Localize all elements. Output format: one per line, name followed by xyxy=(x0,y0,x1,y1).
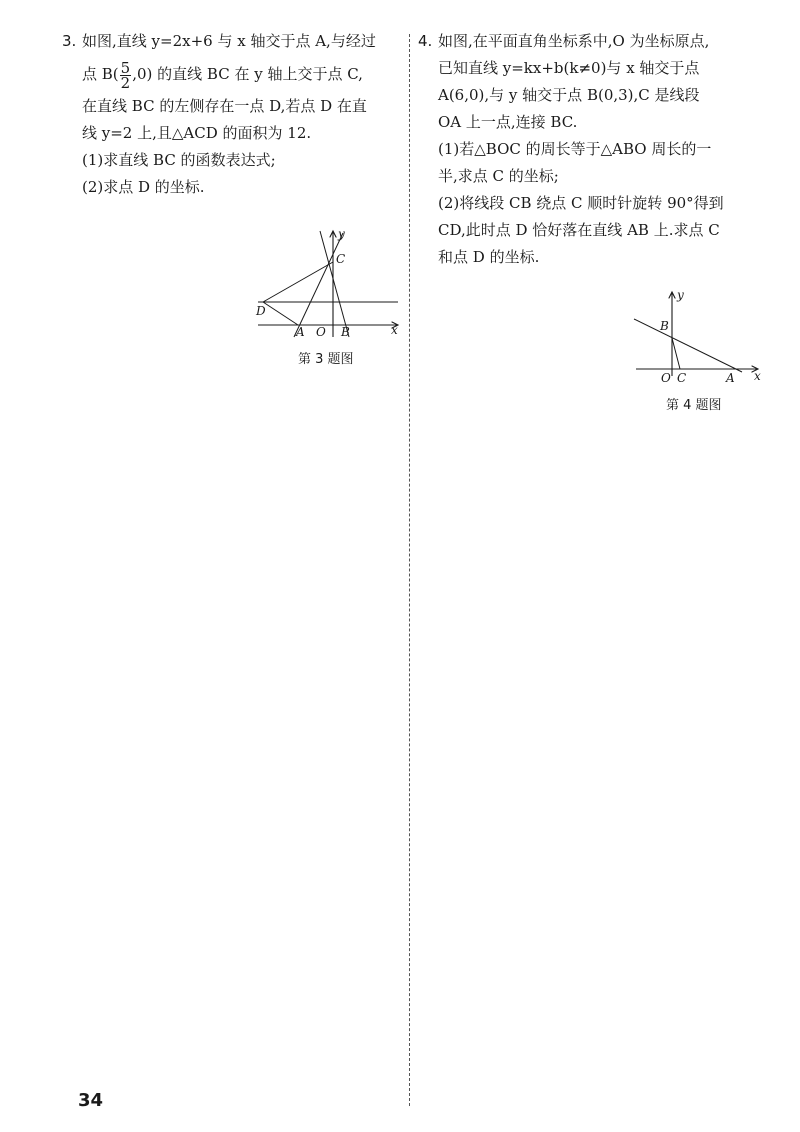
problem-text-line: OA 上一点,连接 BC. xyxy=(438,113,578,131)
problem-4 xyxy=(418,28,768,271)
fraction-numerator: 5 xyxy=(120,58,131,77)
problem-number: 4. xyxy=(418,32,433,50)
x-axis-label: x xyxy=(391,323,398,337)
column-divider xyxy=(409,34,410,1106)
problem-text-line: 如图,直线 y=2x+6 与 x 轴交于点 A,与经过 xyxy=(82,32,376,50)
point-b-label: B xyxy=(660,319,669,333)
origin-label: O xyxy=(661,371,671,385)
figure-4-caption: 第 4 题图 xyxy=(666,398,722,413)
problem-text-fragment: ,0) 的直线 BC 在 y 轴上交于点 C, xyxy=(132,65,363,83)
y-axis-label: y xyxy=(338,227,345,241)
question-1: (1)若△BOC 的周长等于△ABO 周长的一 xyxy=(438,140,712,158)
fraction xyxy=(120,58,132,92)
question-2: (2)将线段 CB 绕点 C 顺时针旋转 90°得到 xyxy=(438,194,724,212)
problem-text-line xyxy=(62,55,407,93)
problem-text-line: 线 y=2 上,且△ACD 的面积为 12. xyxy=(82,124,312,142)
point-c-label: C xyxy=(336,252,346,266)
problem-text-line: A(6,0),与 y 轴交于点 B(0,3),C 是线段 xyxy=(438,86,700,104)
y-axis-label: y xyxy=(677,288,684,302)
point-a-label: A xyxy=(726,371,735,385)
page-number: 34 xyxy=(78,1090,104,1111)
fraction-denominator: 2 xyxy=(120,73,131,92)
point-b-label: B xyxy=(341,325,350,339)
problem-3 xyxy=(62,28,407,201)
problem-text-line: 已知直线 y=kx+b(k≠0)与 x 轴交于点 xyxy=(438,59,700,77)
point-d-label: D xyxy=(256,304,266,318)
problem-text-line: 在直线 BC 的左侧存在一点 D,若点 D 在直 xyxy=(82,97,367,115)
question-2-cont: 和点 D 的坐标. xyxy=(438,248,540,266)
figure-3-graph xyxy=(250,225,405,340)
figure-3-caption: 第 3 题图 xyxy=(298,352,354,367)
problem-number: 3. xyxy=(62,32,77,50)
point-a-label: A xyxy=(296,325,305,339)
x-axis-label: x xyxy=(754,369,761,383)
figure-4-graph xyxy=(630,288,765,388)
question-2: (2)求点 D 的坐标. xyxy=(82,178,205,196)
question-1-cont: 半,求点 C 的坐标; xyxy=(438,167,559,185)
point-c-label: C xyxy=(677,371,687,385)
question-2-cont: CD,此时点 D 恰好落在直线 AB 上.求点 C xyxy=(438,221,720,239)
origin-label: O xyxy=(316,325,326,339)
problem-text-fragment: 点 B( xyxy=(82,65,119,83)
problem-text-line: 如图,在平面直角坐标系中,O 为坐标原点, xyxy=(438,32,710,50)
question-1: (1)求直线 BC 的函数表达式; xyxy=(82,151,276,169)
